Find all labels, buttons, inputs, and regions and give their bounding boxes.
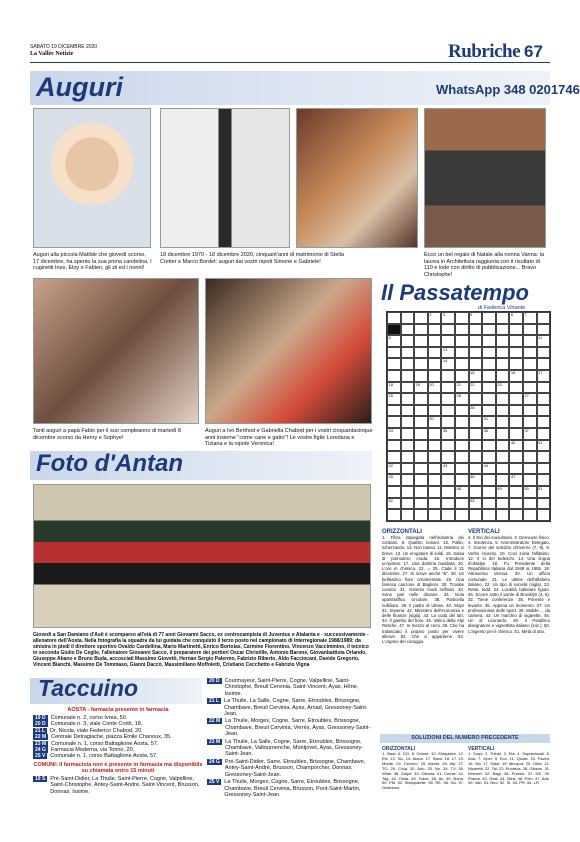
crossword-cell [401, 463, 415, 475]
crossword-cell [401, 335, 415, 347]
crossword-cell [482, 451, 496, 463]
crossword-cell [387, 440, 401, 452]
crossword-cell [401, 451, 415, 463]
crossword-cell [537, 382, 551, 394]
crossword-cell [414, 416, 428, 428]
crossword-cell [482, 382, 496, 394]
pharmacy-date: 20 D [35, 721, 46, 728]
crossword-cell [537, 463, 551, 475]
pharmacy-text: La Thuile, La Salle, Cogne, Sarre, Etroubles, Brissogne, Chambave, Valtournenche, Montjovet, Ayas, Gressoney-Saint-Jean. [225, 738, 364, 758]
crossword-cell [441, 451, 455, 463]
crossword-cell [414, 451, 428, 463]
pharmacy-text: Courmayeur, Saint-Pierre, Cogne, Valpelline, Saint-Christophe, Breuil Cervinia, Saint-Vincent, Ayas, Hône, Issime. [224, 678, 359, 697]
crossword-cell [401, 312, 415, 324]
caption-graduation: Ecco un bel regalo di Natale alla nonna Vanna: la laurea in Architettura raggiunta con il risultato di 110 e lode con diritto di pubblicazione... Bravo Christophe! [424, 252, 545, 278]
crossword-cell: 27 [523, 393, 537, 405]
crossword-cell [401, 370, 415, 382]
crossword-cell [428, 486, 442, 498]
crossword-cell [441, 509, 455, 521]
crossword-cell [509, 347, 523, 359]
taccuino-title: Taccuino [38, 675, 139, 701]
crossword-cell [401, 498, 415, 510]
crossword-cell [387, 347, 401, 359]
crossword-cell: 6 [509, 312, 523, 324]
crossword-cell [455, 498, 469, 510]
crossword-cell: 3 [441, 312, 455, 324]
crossword-cell: 35 [441, 428, 455, 440]
crossword-cell [401, 405, 415, 417]
crossword-cell [469, 335, 483, 347]
crossword-cell [523, 509, 537, 521]
verticali-clues: 2. Il Dio dei musulmani. 3. Denvuvre fisico. 4. Insolenza. 5. Amministratore Delegato. 7. Giorno del solstizio d'inverno (7, 8). 9. Verbo cruento. 10. Così inizia l'alfabeto. 12. Il si del tedeschi. 14. Una lingua d'oltralpe. 18. Fu Presidente della Repubblica Italiana dal 1948 al 1955. 19. Attraversa Verona. 20. Un ufficio comunale. 21. Le ultime dell'alfabeto italiano. 22. Un tipo di società (sigla). 23. Rette, todd. 24. Località balneare ligure. 26. Scorre sotto il ponte di Brooklyn (4, 5). 32. Tiene conferenze. 35. Ponente e levante. 36. Appena un momento. 37. Un professionista delle sport. 39. Mobile ... da camera. 42. Un marchio di sigarette. 46. Un di Leonardo. 49. Il Paralitico disegnatore e vignettista italiano (iniz.). 50. L'argento per il chimico. 51. Metà di otto. [468, 535, 550, 634]
crossword-cell [401, 509, 415, 521]
crossword-cell [482, 370, 496, 382]
pharmacy-text: Comunale n. 1, corso Battaglione Aosta, 57. [51, 740, 159, 747]
crossword-cell [414, 370, 428, 382]
crossword-cell [428, 451, 442, 463]
crossword-cell [496, 498, 510, 510]
crossword-cell [523, 358, 537, 370]
whatsapp-number: WhatsApp 348 0201746 [436, 82, 580, 97]
crossword-cell [482, 405, 496, 417]
crossword-cell [401, 416, 415, 428]
crossword-cell: 40 [509, 440, 523, 452]
crossword-cell: 17 [537, 370, 551, 382]
crossword-cell [428, 347, 442, 359]
crossword-cell: 44 [482, 463, 496, 475]
crossword-cell [441, 498, 455, 510]
crossword-cell [414, 358, 428, 370]
crossword-cell [401, 428, 415, 440]
crossword-cell [537, 347, 551, 359]
pharmacy-text: Dr. Nicola, viale Federico Chabod, 20. [50, 727, 143, 734]
antan-title: Foto d'Antan [36, 450, 183, 477]
orizzontali-clues: 1. Fibra impiegata nell'industria dei cordami. 8. Quattro romani. 12. Pallio, scherzando. 13. Non bassa. 11. Ministro in breve. 13. Un erogatore di soldi. 15. Salsa di pomodoro cruda. 16. Introduce un'ipotesi. 17. Una dottrina buddista. 20. L'oro in chimica. 22. = 25. Cade il 21 dicembre. 27. Si scrive anche "&". 28. Un bellissimo fiore ornamentale. 29. Una famosa canzone di Baglioni. 30. Trovate comica. 31. Ostento modi raffinati. 33. Sono pari nelle dimane. 34. Isola spartitraffico circolare. 38. Particella nobiliare. 39. Il padre di Ulisse. 40. Stop! 41. Imperia. 42. Ministero dell'economia e delle finanze (sigla). 43. La coda del tatì. 44. Il gambo del fiore. 45. Valico della Alpi Retiche. 47. In mezzo al cemi. 48. Che ha tralasciato il proprio posto per vivere altrove. 52. Che ci appartiene. 53. L'organo del coraggio. [382, 535, 464, 645]
crossword-cell [537, 509, 551, 521]
solutions-vert [468, 746, 550, 786]
crossword-cell [537, 498, 551, 510]
crossword-cell [414, 509, 428, 521]
caption-wedding: 18 dicembre 1970 - 18 dicembre 2020, cinquant'anni di matrimonio di Stella Cretier e Marco Bordet: auguri dai vostri nipoti Simone e Gabriele! [160, 252, 344, 265]
antan-caption: Giovedì a San Damiano d'Asti è scomparso all'età di 77 anni Giovanni Sacco, ex centrocampista di Juventus e Atalanta e - successivamente - allenatore dell'Aosta. Nella fotografia la squadra da lui guidata che conquistò il terzo posto nel campionato di Interregionale 1988/1989: da sinistra in piedi il direttore sportivo Ovaldo Cardellina, Mario Martinetti, Enrico Bortolas, Carmine Fiorentino, Vincenzo Vaccimmino, il tecnico in seconda Giulio De Ceglie, l'allenatore Giovanni Sacco, il preparatore dei portieri Oscar Christille, Antonio Barone, Giovanbattista Orlando, Giuseppe Abano e Bruno Buda, accosciati Massimo Giovetti, Hernan Sergio Palermo, Fabrizio Riberto, Aldo Facciocani, Davide Gregorio, Vincent Bianchi, Massimo De Tommaso, Gianni Daccò, Massimiliano Moffoletti, Cristiano Cecchetto e Fabrizio Vigna [33, 632, 369, 668]
pharmacy-row [207, 698, 375, 717]
crossword-cell: 21 [455, 382, 469, 394]
crossword-cell [469, 347, 483, 359]
crossword-cell [401, 393, 415, 405]
crossword-cell [401, 474, 415, 486]
crossword-cell [441, 440, 455, 452]
photo-matilde [33, 108, 151, 248]
pharmacy-text: La Thuile, La Salle, Cogne, Sarre, Etroubles, Brissogne, Chambave, Breuil Cervinia, Ayas, Arnad, Gressoney-Saint-Jean. [224, 698, 368, 718]
pharmacy-text: Farmacia Moderna, via Torino, 20. [50, 747, 135, 754]
pharmacy-text: Comunale n. 3, viale Conte Crotti, 18. [50, 721, 143, 728]
crossword-cell [537, 312, 551, 324]
crossword-cell [428, 358, 442, 370]
crossword-cell [537, 405, 551, 417]
crossword-cell [537, 428, 551, 440]
crossword-cell [455, 405, 469, 417]
crossword-cell [441, 486, 455, 498]
crossword-cell [428, 509, 442, 521]
header-rule [30, 62, 550, 63]
crossword-cell [387, 405, 401, 417]
crossword-cell [401, 324, 415, 336]
sol-oriz-text: 1. Sisal. 6. DO. 8. Orione. 10. Ekspasen. 12. EN. 13. Sic. 14. Alano. 17. Siam. 18. LT. 19. Monte. 24. Cervino. 25. Alzant. 26. Alp. 27. TO. 29. Cicla. 30. Ado. 33. No. 34. TV. 35. Wide. 38. Golpe. 40. Ottuola. 41. Creole. 42. Tag. 43. Onda. 45. Tobra. 48. Itu. 49. Nona. 50. PM. 52. Stampatelle. 55. RE. 56. SA. 57. Onstrinus. [382, 751, 464, 791]
crossword-cell [482, 509, 496, 521]
pharmacy-row [207, 739, 375, 758]
sol-vert-text: 1. Sorpi. 2. Trilobi. 3. Ela. 4. Supraviscali. 5. Ana. 7. Oper. 9. Eco. 11. Quota. 15. Faved. 16. Slo. 17. Sidar. 19. Micopra. 20. Olive. 21. Nicaretti. 22. Tal. 23. Enoteca. 28. Gibson. 31. Internet. 32. Bagi. 36. Frantor. 37. DE. 39. Prama. 40. Otall. 44. Sitra. 46. Polo. 47. Ade. 49. Van. 51. Neo. 52. SI. 53. PR. 54. LR. [468, 751, 550, 786]
crossword-grid [386, 311, 551, 522]
crossword-cell [496, 463, 510, 475]
pharmacy-date: 19 D [35, 715, 46, 721]
photo-graduation [424, 108, 546, 248]
crossword-cell [496, 370, 510, 382]
passatempo-author: di Federica Vinante [478, 305, 526, 311]
crossword-cell [523, 498, 537, 510]
crossword-cell [509, 393, 523, 405]
pharmacy-row [33, 776, 203, 795]
crossword-cell: 19 [414, 382, 428, 394]
crossword-cell: 51 [537, 486, 551, 498]
pharmacy-row [207, 759, 375, 778]
crossword-cell [496, 440, 510, 452]
crossword-cell [537, 416, 551, 428]
crossword-cell [496, 347, 510, 359]
solutions-oriz [382, 746, 464, 791]
crossword-cell [482, 358, 496, 370]
pharmacy-date: 23 M [35, 740, 47, 747]
crossword-cell [428, 335, 442, 347]
crossword-cell [523, 370, 537, 382]
verticali-heading: VERTICALI [468, 529, 500, 535]
crossword-cell [482, 312, 496, 324]
crossword-cell: 37 [523, 428, 537, 440]
pharmacy-date: 20 D [209, 678, 220, 684]
crossword-cell [414, 440, 428, 452]
pharmacy-date: 22 M [209, 718, 221, 725]
pharmacy-date: 25 V [209, 779, 220, 786]
crossword-cell [387, 416, 401, 428]
crossword-cell: 15 [469, 370, 483, 382]
verticali-column [468, 529, 550, 634]
pharmacy-date: 24 G [209, 758, 220, 765]
crossword-cell: 31 [482, 416, 496, 428]
crossword-cell: 13 [441, 347, 455, 359]
crossword-cell [414, 324, 428, 336]
crossword-cell [469, 324, 483, 336]
pharmacy-date: 22 M [35, 734, 47, 741]
photo-team [33, 484, 371, 628]
pharmacy-date: 21 L [35, 727, 46, 734]
crossword-cell [428, 463, 442, 475]
crossword-cell [455, 312, 469, 324]
passatempo-title: Il Passatempo [381, 280, 529, 305]
crossword-cell: 8 [387, 335, 401, 347]
pharmacy-text: Centrale Detragiache, piazza Emile Chanoux, 35. [51, 734, 172, 741]
crossword-cell [441, 474, 455, 486]
crossword-cell [469, 509, 483, 521]
crossword-cell [496, 393, 510, 405]
crossword-cell [509, 509, 523, 521]
crossword-cell [387, 312, 401, 324]
crossword-cell [537, 324, 551, 336]
crossword-cell [509, 486, 523, 498]
crossword-cell [455, 335, 469, 347]
section-title: Rubriche [448, 41, 520, 62]
pharmacy-row [207, 718, 375, 737]
crossword-cell [509, 358, 523, 370]
orizzontali-heading: ORIZZONTALI [382, 529, 422, 535]
pharmacy-date: 23 M [209, 738, 221, 745]
comuni-heading: COMUNI: Il farmacista non è presente in farmacia ma disponibile su chiamata entro 15 minuti [33, 761, 203, 774]
crossword-cell [469, 428, 483, 440]
crossword-cell [455, 347, 469, 359]
crossword-cell [414, 498, 428, 510]
photo-fabio [33, 278, 199, 424]
crossword-cell [482, 474, 496, 486]
crossword-cell [537, 358, 551, 370]
crossword-cell [469, 440, 483, 452]
crossword-cell [455, 428, 469, 440]
crossword-cell: 49 [496, 486, 510, 498]
crossword-cell: 14 [441, 358, 455, 370]
crossword-cell [469, 451, 483, 463]
crossword-cell [455, 416, 469, 428]
crossword-cell [428, 393, 442, 405]
crossword-cell [455, 463, 469, 475]
crossword-cell [469, 393, 483, 405]
photo-grandma-graduate [296, 108, 418, 248]
crossword-cell [401, 347, 415, 359]
sol-vert-heading: VERTICALI [468, 746, 495, 752]
crossword-cell [496, 451, 510, 463]
crossword-cell [509, 416, 523, 428]
crossword-cell: 43 [441, 463, 455, 475]
pharmacy-date: 19 S [35, 775, 46, 782]
crossword-cell [414, 335, 428, 347]
crossword-cell [482, 486, 496, 498]
crossword-cell [401, 358, 415, 370]
crossword-cell [482, 498, 496, 510]
crossword-cell [428, 428, 442, 440]
crossword-cell [387, 324, 401, 336]
crossword-cell: 34 [387, 428, 401, 440]
crossword-cell [441, 324, 455, 336]
crossword-cell [496, 509, 510, 521]
pharmacy-row [33, 753, 203, 759]
crossword-cell [496, 324, 510, 336]
crossword-cell [455, 358, 469, 370]
crossword-cell [469, 486, 483, 498]
crossword-cell: 45 [387, 474, 401, 486]
comuni-list [207, 678, 375, 799]
crossword-cell [496, 428, 510, 440]
crossword-cell [455, 440, 469, 452]
crossword-cell: 42 [387, 463, 401, 475]
crossword-cell [537, 451, 551, 463]
crossword-cell [441, 405, 455, 417]
crossword-cell: 52 [387, 498, 401, 510]
crossword-cell [482, 335, 496, 347]
caption-matilde: Auguri alla piccola Matilde che giovedì scorso, 17 dicembre, ha spento la sua prima candelina. I cuginetti Ines, Eloy e Fabien, gli zii ed i nonni! [33, 252, 152, 272]
crossword-cell: 41 [537, 440, 551, 452]
crossword-cell [455, 451, 469, 463]
crossword-cell: 26 [455, 393, 469, 405]
crossword-cell [414, 393, 428, 405]
crossword-cell [523, 382, 537, 394]
crossword-cell [414, 486, 428, 498]
crossword-cell [496, 405, 510, 417]
crossword-cell: 5 [469, 312, 483, 324]
auguri-title: Auguri [36, 72, 123, 102]
crossword-cell [441, 393, 455, 405]
crossword-cell: 47 [509, 474, 523, 486]
crossword-cell [428, 405, 442, 417]
crossword-cell [414, 428, 428, 440]
crossword-cell [469, 358, 483, 370]
crossword-cell [523, 347, 537, 359]
pharmacy-date: 24 G [35, 747, 46, 754]
sol-oriz-heading: ORIZZONTALI [382, 746, 416, 752]
aosta-heading: AOSTA - farmacia presente in farmacia [67, 707, 169, 713]
crossword-cell [428, 324, 442, 336]
pharmacy-text: Comunale n. 1, corso Battaglione Aosta, 57. [50, 753, 158, 760]
crossword-cell: 30 [428, 416, 442, 428]
crossword-cell [387, 370, 401, 382]
crossword-cell [414, 312, 428, 324]
crossword-cell: 50 [523, 486, 537, 498]
crossword-cell [441, 416, 455, 428]
crossword-cell [482, 347, 496, 359]
pharmacy-row [207, 779, 375, 798]
caption-fabio: Tanti auguri a papà Fabio per il suo compleanno di martedì 8 dicembre scorso da Henry e Sophye! [33, 428, 181, 441]
crossword-cell [387, 358, 401, 370]
crossword-cell [482, 440, 496, 452]
crossword-cell: 11 [537, 335, 551, 347]
issue-date: SABATO 19 DICEMBRE 2020 [30, 44, 98, 50]
crossword-cell [482, 393, 496, 405]
page-number: 67 [524, 42, 543, 61]
crossword-cell [428, 498, 442, 510]
crossword-cell [496, 335, 510, 347]
crossword-cell [455, 509, 469, 521]
photo-anniversary [205, 278, 372, 424]
crossword-cell [387, 509, 401, 521]
crossword-cell [509, 498, 523, 510]
crossword-cell [414, 405, 428, 417]
crossword-cell [496, 358, 510, 370]
pharmacy-date: 21 L [209, 698, 220, 705]
crossword-cell [523, 335, 537, 347]
crossword-cell: 36 [482, 428, 496, 440]
crossword-cell: 46 [469, 474, 483, 486]
crossword-cell: 22 [469, 382, 483, 394]
crossword-cell [441, 382, 455, 394]
pharmacy-date: 25 V [35, 753, 46, 760]
crossword-cell [523, 440, 537, 452]
crossword-cell [428, 440, 442, 452]
crossword-cell [523, 324, 537, 336]
photo-wedding [160, 108, 290, 248]
crossword-cell [455, 324, 469, 336]
crossword-cell [509, 405, 523, 417]
crossword-cell: 48 [455, 486, 469, 498]
crossword-cell: 53 [469, 498, 483, 510]
crossword-cell [496, 312, 510, 324]
crossword-cell [523, 416, 537, 428]
crossword-cell [387, 451, 401, 463]
crossword-cell [509, 324, 523, 336]
crossword-cell [414, 474, 428, 486]
crossword-cell: 20 [428, 382, 442, 394]
crossword-cell [523, 463, 537, 475]
crossword-cell [509, 428, 523, 440]
pharmacy-text: Pré-Saint-Didier, Sarre, Etroubles, Brissogne, Chambave, Antey-Saint-André, Brusson, Champorcher, Donnas, Gressoney-Saint-Jean. [224, 758, 366, 778]
orizzontali-column [382, 529, 464, 644]
pharmacy-text: La Thuile, Morgex, Cogne, Sarre, Etroubles, Brissogne, Chambave, Breuil Cervinia, Brusson, Pont-Saint-Martin, Gressoney-Saint-Jean. [224, 779, 361, 798]
crossword-cell [496, 474, 510, 486]
crossword-cell [537, 474, 551, 486]
crossword-cell [455, 474, 469, 486]
crossword-cell: 25 [387, 393, 401, 405]
pharmacy-text: Pré-Saint-Didier, La Thuile, Saint-Pierre, Cogne, Valpelline, Saint-Christophe, Antey-Saint-André, Saint-Vincent, Brusson, Donnas, Issime. [50, 775, 200, 795]
crossword-cell [401, 486, 415, 498]
crossword-cell: 16 [509, 370, 523, 382]
crossword-cell [441, 335, 455, 347]
crossword-cell [401, 382, 415, 394]
crossword-cell [509, 335, 523, 347]
crossword-cell [414, 347, 428, 359]
caption-anniversary: Auguri a Ivo Berthod e Gabriella Chabod per i vostri cinquantacinque anni insieme "come cane e gatto"! Le vostre figlie Loredana e Tiziana e la nipote Veronica! [205, 428, 373, 448]
crossword-cell: 2 [428, 312, 442, 324]
crossword-cell [428, 474, 442, 486]
crossword-cell [523, 474, 537, 486]
crossword-cell [428, 370, 442, 382]
pharmacy-text: La Thuile, Morgex, Cogne, Sarre, Etroubles, Brissogne, Chambave, Breuil Cervinia, Verrès, Ayas, Gressoney-Saint-Jean. [225, 718, 371, 738]
crossword-cell [455, 370, 469, 382]
crossword-cell [509, 463, 523, 475]
crossword-cell [482, 324, 496, 336]
crossword-cell [523, 451, 537, 463]
crossword-cell [414, 463, 428, 475]
crossword-cell [523, 405, 537, 417]
crossword-cell [387, 486, 401, 498]
crossword-cell: 28 [469, 405, 483, 417]
crossword-cell [509, 451, 523, 463]
pharmacy-row [207, 678, 375, 697]
solutions-heading: SOLUZIONI DEL NUMERO PRECEDENTE [380, 734, 550, 743]
newspaper-logo: La Vallée Notizie [30, 51, 74, 57]
crossword-cell [509, 382, 523, 394]
crossword-cell: 7 [523, 312, 537, 324]
crossword-cell [469, 416, 483, 428]
crossword-cell [537, 393, 551, 405]
aosta-list [33, 707, 203, 795]
crossword-cell [469, 463, 483, 475]
crossword-cell [441, 370, 455, 382]
crossword-cell: 18 [387, 382, 401, 394]
pharmacy-text: Comunale n. 2, corso Ivrea, 50. [50, 715, 128, 721]
crossword-cell: 23 [496, 382, 510, 394]
crossword-cell [401, 440, 415, 452]
crossword-cell [496, 416, 510, 428]
